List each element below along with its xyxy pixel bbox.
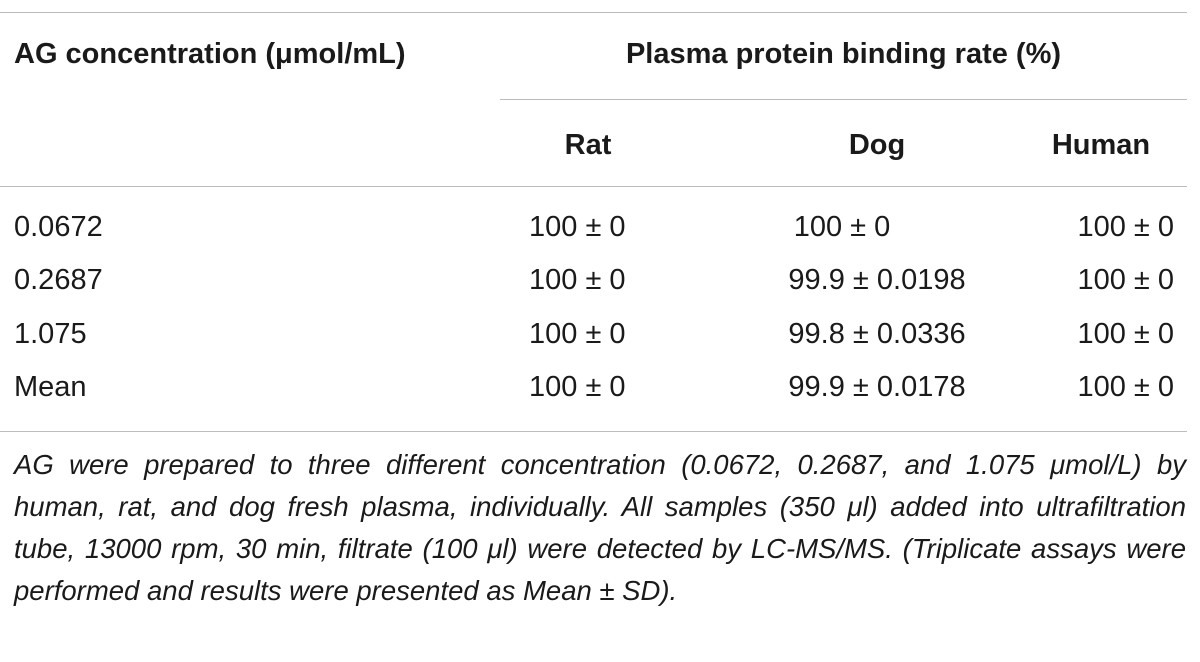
dog-cell: 100 ± 0	[793, 211, 891, 243]
header-concentration: AG concentration (μmol/mL)	[14, 38, 406, 70]
human-cell: 100 ± 0	[1077, 211, 1174, 243]
concentration-cell: 0.2687	[14, 264, 103, 296]
group-rule	[500, 99, 1187, 100]
header-rule	[0, 186, 1187, 187]
top-rule	[0, 12, 1187, 13]
rat-cell: 100 ± 0	[529, 264, 626, 296]
dog-cell: 99.9 ± 0.0178	[788, 371, 966, 403]
bottom-rule	[0, 431, 1187, 432]
dog-cell: 99.9 ± 0.0198	[788, 264, 966, 296]
header-dog: Dog	[848, 129, 906, 161]
table-footnote: AG were prepared to three different concentration (0.0672, 0.2687, and 1.075 μmol/L) by human, rat, and dog fresh plasma, individually. All samples (350 μl) added into ultrafiltration tube, 13000 rpm, 30 min, filtrate (100 μl) were detected by LC-MS/MS. (Triplicate assays were performed and results were presented as Mean ± SD).	[14, 449, 1186, 606]
header-rat: Rat	[564, 129, 612, 161]
rat-cell: 100 ± 0	[529, 318, 626, 350]
human-cell: 100 ± 0	[1077, 264, 1174, 296]
header-human: Human	[1051, 129, 1151, 161]
concentration-cell: 0.0672	[14, 211, 103, 243]
rat-cell: 100 ± 0	[529, 211, 626, 243]
human-cell: 100 ± 0	[1077, 318, 1174, 350]
dog-cell: 99.8 ± 0.0336	[788, 318, 966, 350]
header-binding-rate: Plasma protein binding rate (%)	[625, 38, 1062, 70]
rat-cell: 100 ± 0	[529, 371, 626, 403]
concentration-cell: 1.075	[14, 318, 87, 350]
human-cell: 100 ± 0	[1077, 371, 1174, 403]
concentration-cell: Mean	[14, 371, 87, 403]
